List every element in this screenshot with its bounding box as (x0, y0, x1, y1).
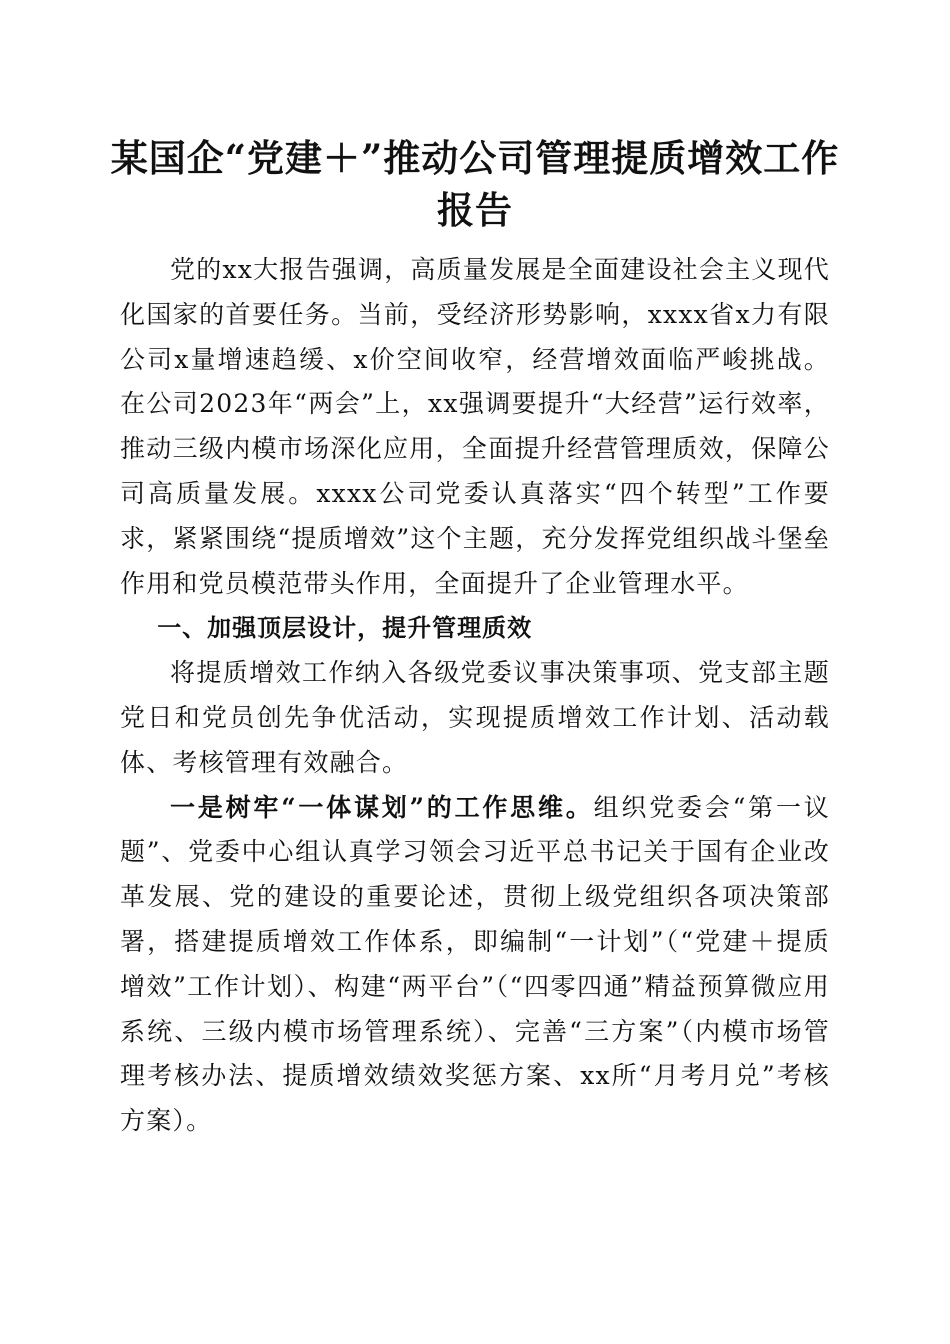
point-1-lead: 一是树牢“一体谋划”的工作思维。 (170, 792, 594, 822)
point-1-text: 组织党委会“第一议题”、党委中心组认真学习领会习近平总书记关于国有企业改革发展、党的建设的重要论述，贯彻上级党组织各项决策部署，搭建提质增效工作体系，即编制“一计划”（“党建＋提质增效”工作计划）、构建“两平台”（“四零四通”精益预算微应用系统、三级内模市场管理系统）、完善“三方案”（内模市场管理考核办法、提质增效绩效奖惩方案、xx所“月考月兑”考核方案）。 (120, 792, 830, 1136)
section-1-paragraph: 将提质增效工作纳入各级党委议事决策事项、党支部主题党日和党员创先争优活动，实现提质增效工作计划、活动载体、考核管理有效融合。 (120, 658, 830, 777)
section-1-heading: 一、加强顶层设计，提升管理质效 (157, 614, 533, 643)
document-title: 某国企“党建＋”推动公司管理提质增效工作报告 (110, 136, 840, 232)
point-1-paragraph (120, 786, 830, 1144)
intro-paragraph: 党的xx大报告强调，高质量发展是全面建设社会主义现代化国家的首要任务。当前，受经济形势影响，xxxx省x力有限公司x量增速趋缓、x价空间收窄，经营增效面临严峻挑战。在公司2023年“两会”上，xx强调要提升“大经营”运行效率，推动三级内模市场深化应用，全面提升经营管理质效，保障公司高质量发展。xxxx公司党委认真落实“四个转型”工作要求，紧紧围绕“提质增效”这个主题，充分发挥党组织战斗堡垒作用和党员模范带头作用，全面提升了企业管理水平。 (120, 255, 830, 598)
document-body (120, 248, 830, 1144)
